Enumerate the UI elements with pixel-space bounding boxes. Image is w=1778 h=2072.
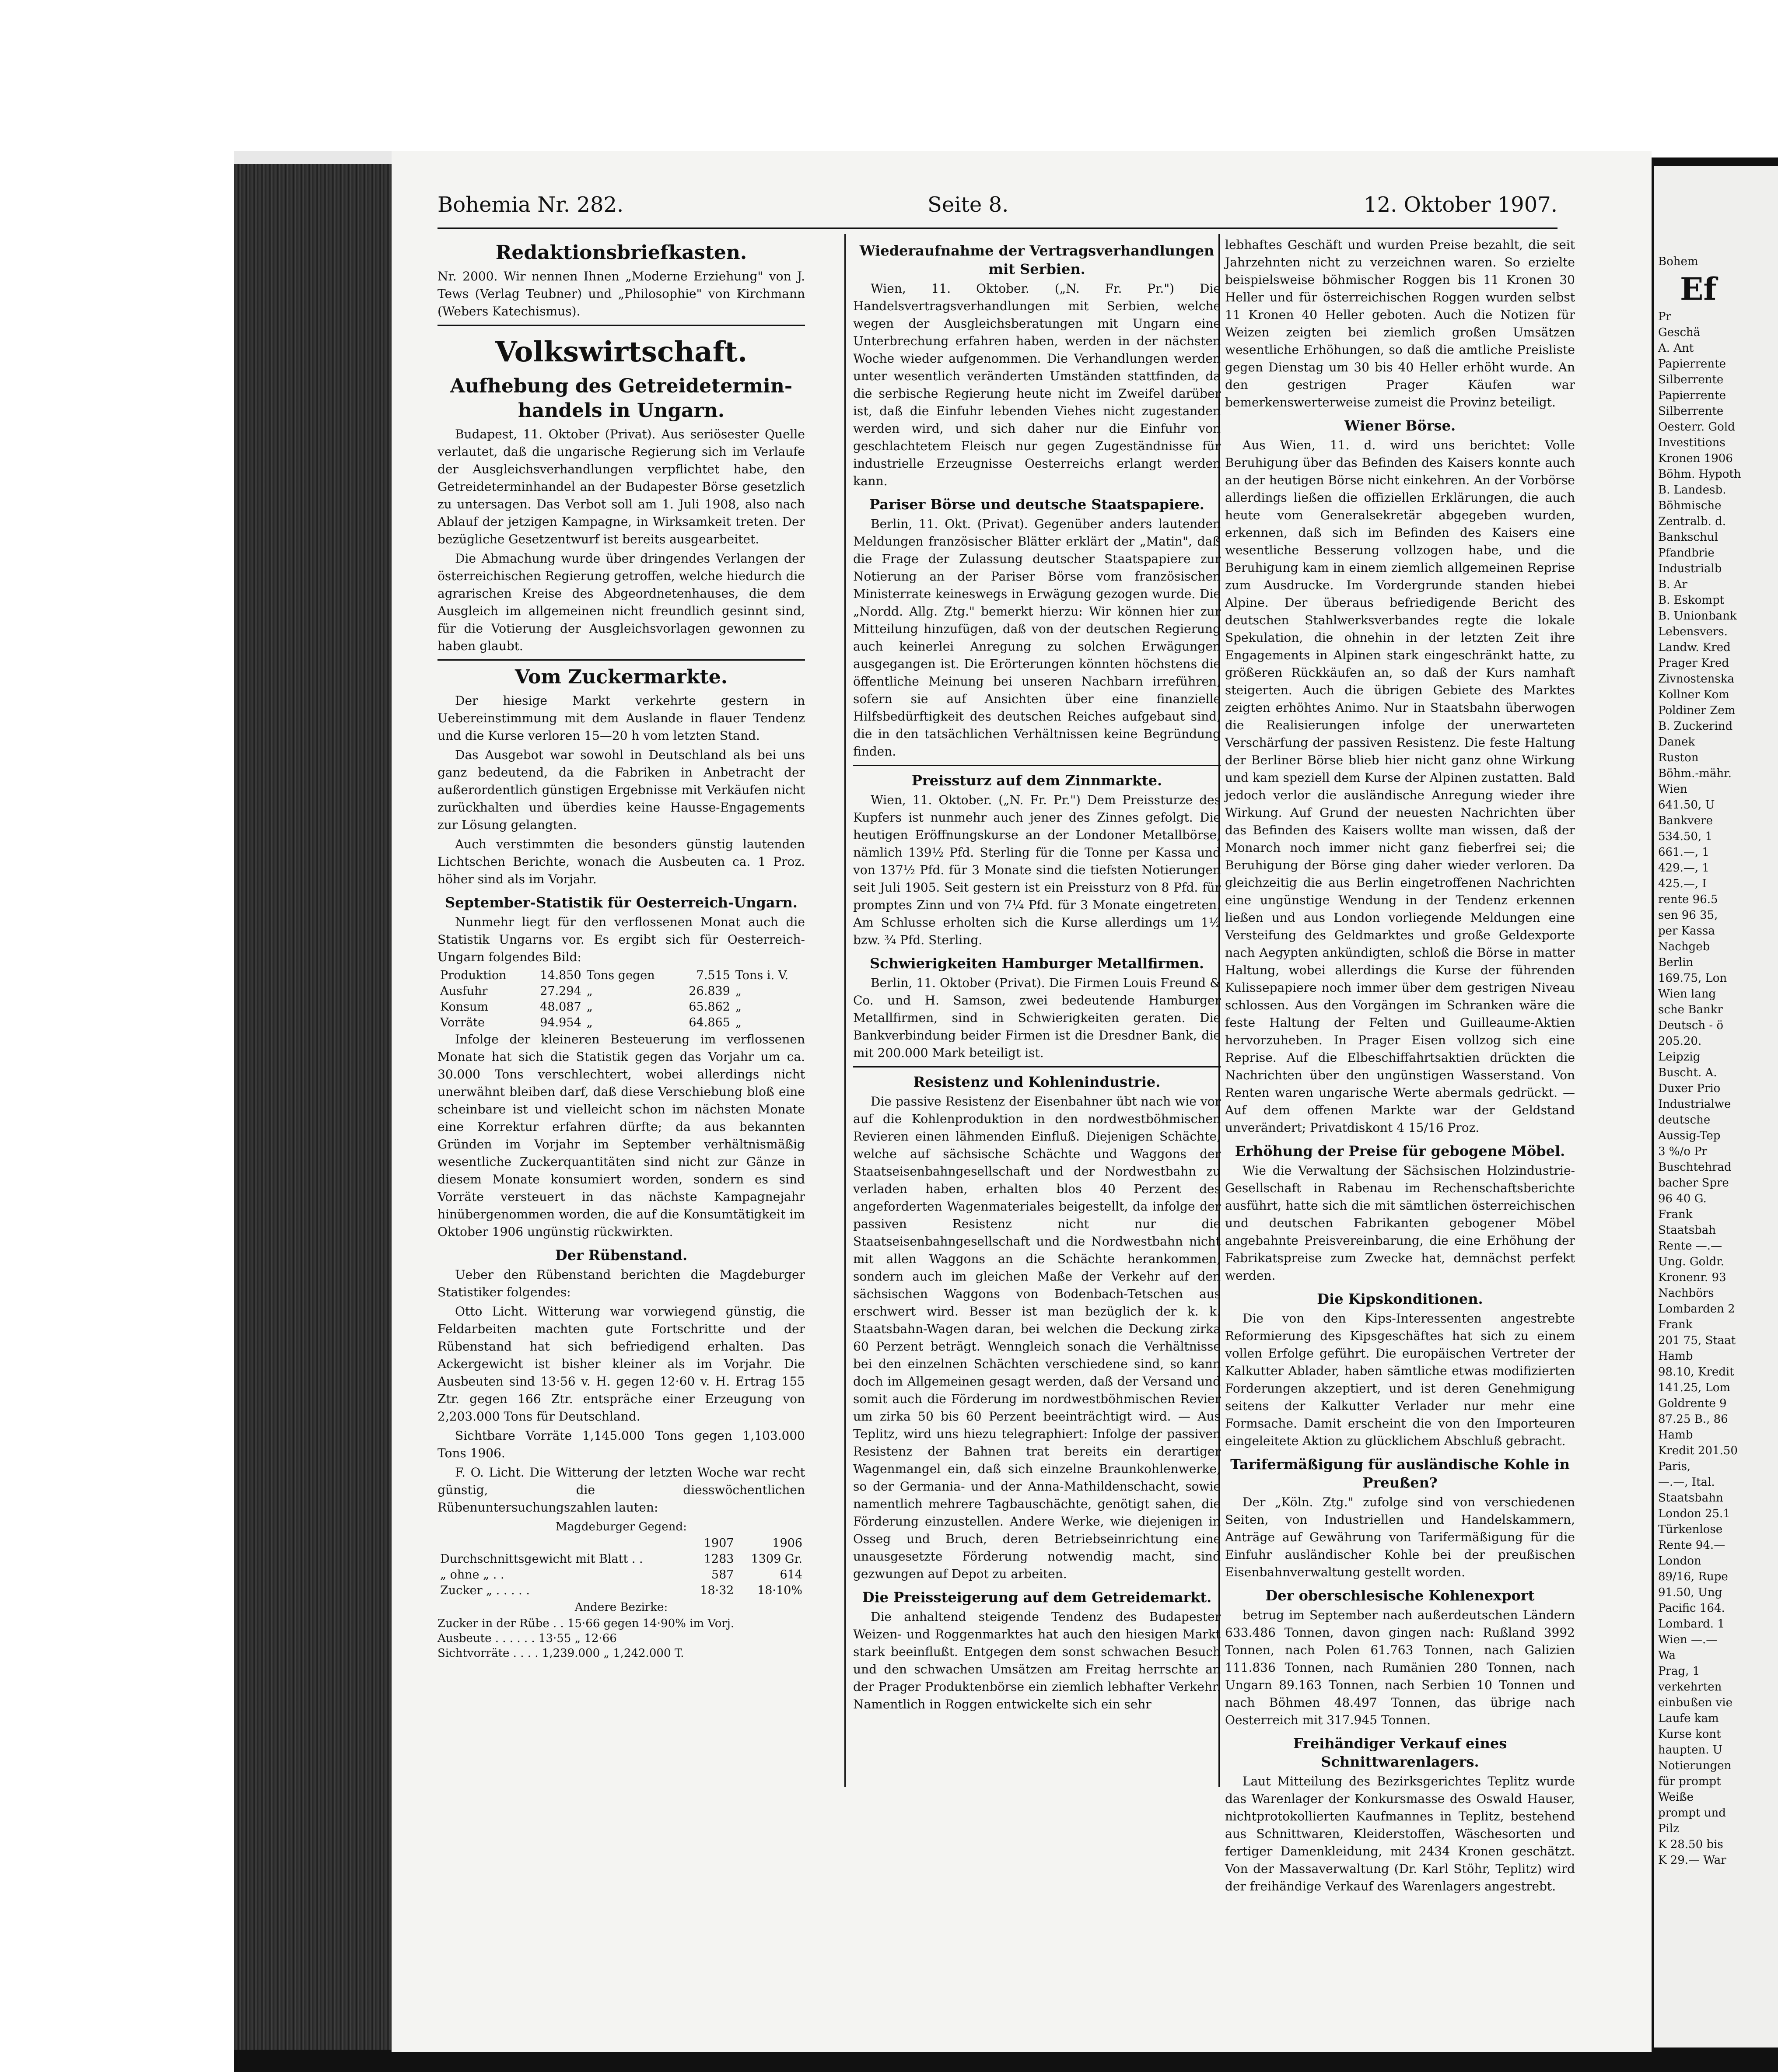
facing-page-line: B. Ar: [1658, 578, 1687, 591]
article-text: Das Ausgebot war sowohl in Deutschland als bei uns ganz bedeutend, da die Fabriken in Anbetracht der außerordentlich günstigen Ergebnisse mit Verkäufen nicht zurückhalten und überdies keine Hausse-Engagements zur Lösung gelangten.: [438, 748, 805, 832]
article-text: Infolge der kleineren Besteuerung im verflossenen Monate hat sich die Statistik gegen das Vorjahr um ca. 30.000 Tons verschlechtert, wobei allerdings nicht unerwähnt bleiben darf, daß diese Verschiebung bloß eine scheinbare ist und vielleicht schon im nächsten Monate eine Korrektur erfahren dürfte; da aus bekannten Gründen im Vorjahr im September verhältnismäßig wesentliche Zuckerquantitäten sind nicht zur Gänze in diesem Monate konsumiert worden, sondern es sind Vorräte versteuert in das nächste Kampagnejahr hinübergenommen worden, die auf die Konsumtätigkeit im Oktober 1906 ungünstig rückwirkten.: [438, 1032, 805, 1239]
facing-page-line: 661.—, 1: [1658, 846, 1709, 859]
subheading: September-Statistik für Oesterreich-Ungarn.: [445, 894, 798, 911]
table-cell: 1283: [704, 1552, 734, 1566]
facing-page-line: Leipzig: [1658, 1050, 1701, 1064]
facing-page-line: Papierrente: [1658, 389, 1726, 402]
column-3: [1225, 236, 1575, 1897]
facing-page-line: Industrialb: [1658, 562, 1722, 575]
column-rule: [844, 234, 846, 1787]
facing-page-line: Bankschul: [1658, 531, 1718, 544]
article-text: Ueber den Rübenstand berichten die Magdeburger Statistiker folgendes:: [438, 1267, 805, 1299]
article-text: Die von den Kips-Interessenten angestrebte Reformierung des Kipsgeschäftes hat sich zu einem vollen Erfolge geführt. Die europäischen Vertreter der Kalkutter Ablader, haben sämtliche etwas modifizierten Forderungen akzeptiert, und ist deren Genehmigung seitens der Kalkutter Verlader nur mehr eine Formsache. Damit erscheint die von den Importeuren eingeleitete Aktion zu glücklichem Abschluß gebracht.: [1225, 1311, 1575, 1448]
table-row: [438, 1015, 805, 1031]
facing-page-line: deutsche: [1658, 1113, 1711, 1127]
article-text: Otto Licht. Witterung war vorwiegend günstig, die Feldarbeiten machten gute Fortschritte und der Rübenstand hat sich befriedigend erhalten. Das Ackergewicht ist bisher kleiner als im Vorjahr. Die Ausbeuten sind 13·56 v. H. gegen 12·60 v. H. Ertrag 155 Ztr. gegen 166 Ztr. entspräche einer Erzeugung von 2,203.000 Tons für Deutschland.: [438, 1304, 805, 1424]
facing-page-line: Geschä: [1658, 326, 1701, 339]
table-cell: 48.087: [540, 1000, 581, 1014]
table-caption: Magdeburger Gegend:: [556, 1520, 687, 1533]
table-row: [438, 968, 805, 984]
table-cell: „: [735, 1000, 742, 1014]
facing-page-line: für prompt: [1658, 1775, 1721, 1788]
facing-page-line: Hamb: [1658, 1428, 1693, 1442]
facing-page-line: per Kassa: [1658, 924, 1715, 938]
facing-page-line: verkehrten: [1658, 1680, 1722, 1694]
facing-page-line: Aussig-Tep: [1658, 1129, 1721, 1142]
divider: [438, 659, 805, 661]
article-title: Vom Zuckermarkte.: [514, 666, 728, 688]
table-cell: 18·10%: [757, 1584, 802, 1597]
article-text: F. O. Licht. Die Witterung der letzten Woche war recht günstig, die diesswöchentlichen Rübenuntersuchungszahlen lauten:: [438, 1465, 805, 1515]
table-cell: Vorräte: [440, 1016, 485, 1029]
article-title: Pariser Börse und deutsche Staatspapiere.: [869, 496, 1204, 513]
facing-page-line: Danek: [1658, 735, 1695, 749]
facing-page-line: Staatsbah: [1658, 1224, 1716, 1237]
briefkasten-title: Redaktionsbriefkasten.: [495, 242, 747, 264]
facing-page-line: Silberrente: [1658, 373, 1724, 386]
table-row: [438, 1583, 805, 1599]
table-cell: 1309 Gr.: [751, 1552, 802, 1566]
statistics-table: [438, 968, 805, 1031]
facing-page-line: prompt und: [1658, 1806, 1726, 1820]
briefkasten-text: Nr. 2000. Wir nennen Ihnen „Moderne Erziehung" von J. Tews (Verlag Teubner) und „Philosophie" von Kirchmann (Webers Katechismus).: [438, 269, 805, 318]
article-text: Der „Köln. Ztg." zufolge sind von verschiedenen Seiten, von Industriellen und Handelskammern, Anträge auf Gewährung von Tarifermäßigung für die Einfuhr ausländischer Kohle bei der preußischen Eisenbahnverwaltung gestellt worden.: [1225, 1495, 1575, 1579]
facing-page-line: Industrialwe: [1658, 1098, 1731, 1111]
table-row: [438, 1536, 805, 1551]
table-cell: Zucker „ . . . . .: [440, 1584, 530, 1597]
article-title: Schwierigkeiten Hamburger Metallfirmen.: [870, 955, 1204, 972]
article-text: Berlin, 11. Oktober (Privat). Die Firmen Louis Freund & Co. und H. Samson, zwei bedeutende Hamburger Metallfirmen, sind in Schwierigkeiten geraten. Die Bankverbindung beider Firmen ist die Dresdner Bank, die mit 200.000 Mark beteiligt ist.: [853, 976, 1221, 1060]
facing-page-line: Oesterr. Gold: [1658, 420, 1735, 434]
facing-page-line: Ruston: [1658, 751, 1699, 764]
facing-page-line: 141.25, Lom: [1658, 1381, 1731, 1394]
article-text: Wie die Verwaltung der Sächsischen Holzindustrie-Gesellschaft in Rabenau im Rechenschaftsberichte ausführt, hatte sich die mit sämtlichen österreichischen und deutschen Fabrikanten gebogener Möbel angebahnte Preisvereinbarung, die eine Erhöhung der Fabrikatspreise zum Zwecke hat, demnächst perfekt werden.: [1225, 1163, 1575, 1283]
facing-page-line: Prag, 1: [1658, 1665, 1700, 1678]
facing-page-line: 425.—, I: [1658, 877, 1707, 890]
facing-page-line: haupten. U: [1658, 1743, 1722, 1757]
facing-page-line: Buschtehrad: [1658, 1161, 1732, 1174]
facing-page-line: Investitions: [1658, 436, 1726, 449]
facing-page-line: Deutsch - ö: [1658, 1019, 1724, 1032]
article-title: Wiener Börse.: [1344, 417, 1456, 434]
table-cell: „: [735, 984, 742, 998]
table-cell: „: [586, 1016, 593, 1029]
book-page-edges: [234, 151, 392, 2050]
table-cell: 614: [780, 1568, 802, 1582]
article-text: Wien, 11. Oktober. („N. Fr. Pr.") Dem Preissturze des Kupfers ist nunmehr auch jener des Zinnes gefolgt. Die heutigen Eröffnungskurse an der Londoner Metallbörse, nämlich 139½ Pfd. Sterling für die Tonne per Kassa und von 137½ Pfd. für 3 Monate sind die tiefsten Notierungen seit Juli 1905. Seit gestern ist ein Preissturz von 8 Pfd. für promptes Zinn und von 7¼ Pfd. für 3 Monate eingetreten. Am Schlusse erholten sich die Kurse allerdings um 1½ bzw. ¾ Pfd. Sterling.: [853, 793, 1221, 947]
facing-page-line: Ef: [1680, 271, 1717, 307]
facing-page-line: Weiße: [1658, 1791, 1694, 1804]
facing-page-line: Böhm.-mähr.: [1658, 767, 1732, 780]
facing-page-line: Ung. Goldr.: [1658, 1255, 1725, 1268]
facing-page-line: Lebensvers.: [1658, 625, 1728, 638]
table-cell: 14.850: [540, 969, 581, 982]
facing-page-line: Wien lang: [1658, 987, 1716, 1001]
issue-date: 12. Oktober 1907.: [1364, 192, 1558, 217]
article-text: Die anhaltend steigende Tendenz des Budapester Weizen- und Roggenmarktes hat auch den hiesigen Markt stark beeinflußt. Entgegen dem sonst schwachen Besuch und den schwachen Umsätzen am Freitag herrschte an der Prager Produktenbörse ein ziemlich lebhafter Verkehr. Namentlich in Roggen entwickelte sich ein sehr: [853, 1610, 1221, 1712]
facing-page-line: Nachbörs: [1658, 1287, 1714, 1300]
section-title: Volkswirtschaft.: [495, 336, 748, 368]
table-caption: Andere Bezirke:: [574, 1601, 668, 1614]
article-title: Erhöhung der Preise für gebogene Möbel.: [1235, 1143, 1565, 1159]
scan-margin: [0, 0, 234, 2072]
table-cell: „ ohne „ . .: [440, 1568, 504, 1582]
facing-page-line: Frank: [1658, 1208, 1693, 1221]
table-cell: „: [735, 1016, 742, 1029]
table-row: Ausbeute . . . . . . 13·55 „ 12·66: [438, 1632, 617, 1645]
column-1: [438, 236, 805, 1661]
facing-page-line: —.—, Ital.: [1658, 1476, 1715, 1489]
header-rule: [438, 228, 1558, 229]
facing-page-line: 3 %/o Pr: [1658, 1145, 1708, 1158]
table-row: Zucker in der Rübe . . 15·66 gegen 14·90% im Vorj.: [438, 1617, 735, 1630]
facing-page-line: Frank: [1658, 1318, 1693, 1331]
table-cell: Konsum: [440, 1000, 488, 1014]
article-title: Der oberschlesische Kohlenexport: [1265, 1587, 1535, 1604]
facing-page-line: 169.75, Lon: [1658, 972, 1727, 985]
article-text: Wien, 11. Oktober. („N. Fr. Pr.") Die Handelsvertragsverhandlungen mit Serbien, welche wegen der Ausgleichsberatungen mit Ungarn eine Unterbrechung erfahren haben, werden in der nächsten Woche wieder aufgenommen. Die Verhandlungen werden unter wesentlich veränderten Umständen stattfinden, da die serbische Regierung heute nicht im Zweifel darüber ist, daß die Einfuhr lebenden Viehes nicht zugestanden werden wird, und sich daher nur die Einfuhr von geschlachtetem Fleisch nur gegen Zugeständnisse für industrielle Erzeugnisse Oesterreichs erlangt werden kann.: [853, 281, 1221, 488]
facing-page-line: Pilz: [1658, 1822, 1679, 1835]
article-title: Wiederaufnahme der Vertragsverhandlungen mit Serbien.: [859, 242, 1214, 277]
facing-page-line: 201 75, Staat: [1658, 1334, 1736, 1347]
facing-page-line: 89/16, Rupe: [1658, 1570, 1728, 1583]
facing-page-line: Silberrente: [1658, 405, 1724, 418]
facing-page-line: Duxer Prio: [1658, 1082, 1721, 1095]
article-text: Budapest, 11. Oktober (Privat). Aus seriösester Quelle verlautet, daß die ungarische Regierung sich im Verlaufe der Ausgleichsverhandlungen verpflichtet habe, den Getreideterminhandel an der Budapester Börse gesetzlich zu untersagen. Das Verbot soll am 1. Juli 1908, also nach Ablauf der jetzigen Kampagne, in Wirksamkeit treten. Der bezügliche Gesetzentwurf ist bereits ausgearbeitet.: [438, 427, 805, 546]
facing-page-line: Prager Kred: [1658, 657, 1729, 670]
facing-page-line: Zivnostenska: [1658, 672, 1734, 686]
paper-issue: Bohemia Nr. 282.: [438, 192, 624, 217]
divider: [853, 1066, 1221, 1068]
facing-page-line: Böhmische: [1658, 499, 1722, 512]
facing-page-line: 96 40 G.: [1658, 1192, 1707, 1205]
table-cell: 7.515: [696, 969, 730, 982]
other-districts: [438, 1616, 805, 1661]
facing-page-text: [1654, 166, 1778, 1868]
facing-page-line: Hamb: [1658, 1350, 1693, 1363]
table-cell: Tons i. V.: [735, 969, 789, 982]
facing-page-line: 534.50, 1: [1658, 830, 1713, 843]
facing-page-line: Bohem: [1658, 255, 1698, 268]
table-cell: „: [586, 1000, 593, 1014]
facing-page-line: Poldiner Zem: [1658, 704, 1736, 717]
article-title: Die Kipskonditionen.: [1317, 1291, 1483, 1307]
facing-page-line: Kronen 1906: [1658, 452, 1733, 465]
table-cell: 587: [711, 1568, 734, 1582]
article-title: Aufhebung des Getreidetermin-handels in Ungarn.: [450, 375, 793, 422]
facing-page-line: B. Landesb.: [1658, 483, 1726, 497]
facing-page-line: 429.—, 1: [1658, 861, 1709, 875]
facing-page-line: K 29.— War: [1658, 1854, 1726, 1867]
facing-page-line: Papierrente: [1658, 357, 1726, 371]
facing-page-line: Buscht. A.: [1658, 1066, 1717, 1079]
table-row: [438, 1567, 805, 1583]
table-cell: 27.294: [540, 984, 581, 998]
facing-page-line: Bankvere: [1658, 814, 1713, 827]
facing-page-line: K 28.50 bis: [1658, 1838, 1723, 1851]
divider: [438, 325, 805, 326]
table-row: Sichtvorräte . . . . 1,239.000 „ 1,242.000 T.: [438, 1647, 684, 1660]
book-edge-top: [234, 151, 392, 164]
table-row: [438, 1551, 805, 1567]
year-label: 1907: [704, 1536, 734, 1550]
facing-page-line: Landw. Kred: [1658, 641, 1731, 654]
facing-page-line: Nachgeb: [1658, 940, 1710, 953]
article-text: Aus Wien, 11. d. wird uns berichtet: Volle Beruhigung über das Befinden des Kaisers konnte auch an der heutigen Börse nicht einkehren. An der Vorbörse allerdings ließen die offiziellen Erklärungen, die auch heute vom Generalsekretär abgegeben wurden, erkennen, daß sich im Befinden des Kaisers eine wesentliche Besserung vollzogen habe, und die Beruhigung kam in einem ziemlich allgemeinen Reprise zum Ausdrucke. Im Vordergrunde standen hiebei Alpine. Der überaus befriedigende Bericht des deutschen Stahlwerksverbandes regte die lokale Spekulation, die ohnehin in der letzten Zeit ihre Engagements in Alpinen stark eingeschränkt hatte, zu größeren Rückkäufen an, so daß der Kurs namhaft steigerten. Auch die übrigen Gebiete des Marktes zeigten erhöhtes Animo. Nur in Staatsbahn überwogen die Realisierungen infolge der unerwarteten Verschärfung der passiven Resistenz. Die feste Haltung der Berliner Börse blieb hier nicht ganz ohne Wirkung und kam speziell dem Kurse der Alpinen zustatten. Bald jedoch verlor die ausländische Anregung wieder ihre Wirkung. Auf Grund der neuesten Nachrichten über das Befinden des Kaisers wollte man wissen, daß der Monarch noch immer nicht ganz fieberfrei sei; die Beruhigung der Börse ging daher wieder verloren. Da gleichzeitig die aus Berlin eingetroffenen Nachrichten eine ungünstige Wendung in der Tendenz erkennen ließen und aus London vorliegende Meldungen eine Versteifung des Geldmarktes und große Geldexporte nach Aegypten ankündigten, schloß die Börse in matter Haltung, wobei allerdings die Kurse der führenden Kulissepapiere noch immer über dem gestrigen Niveau schlossen. Aus den Vorgängen im Schranken wäre die feste Haltung der Felten und Guilleaume-Aktien hervorzuheben. In Prager Eisen vollzog sich eine Reprise. Auf die Elbeschiffahrtsaktien drückten die Nachrichten über den ungünstigen Wasserstand. Von Renten waren ungarische Werte abermals gedrückt. — Auf dem offenen Markte war der Geldstand unverändert; Privatdiskont 4 15/16 Proz.: [1225, 438, 1575, 1135]
article-text: Nunmehr liegt für den verflossenen Monat auch die Statistik Ungarns vor. Es ergibt sich für Oesterreich-Ungarn folgendes Bild:: [438, 915, 805, 964]
article-text: Laut Mitteilung des Bezirksgerichtes Teplitz wurde das Warenlager der Konkursmasse des Oswald Hauser, nichtprotokollierten Kaufmannes in Teplitz, bestehend aus Schnittwaren, Kleiderstoffen, Wäschesorten und fertiger Damenkleidung, mit 2434 Kronen geschätzt. Von der Massaverwaltung (Dr. Karl Stöhr, Teplitz) wird der freihändige Verkauf des Warenlagers angestrebt.: [1225, 1774, 1575, 1894]
facing-page-line: 641.50, U: [1658, 798, 1715, 812]
facing-page-line: Notierungen: [1658, 1759, 1732, 1772]
facing-page-line: B. Zuckerind: [1658, 720, 1733, 733]
table-cell: Produktion: [440, 969, 507, 982]
table-cell: 64.865: [689, 1016, 730, 1029]
facing-page-line: Pfandbrie: [1658, 546, 1715, 560]
column-2: [853, 236, 1221, 1715]
article-text: lebhaftes Geschäft und wurden Preise bezahlt, die seit Jahrzehnten nicht zu verzeichnen waren. So erzielte beispielsweise böhmischer Roggen bis 11 Kronen 30 Heller und für österreichischen Roggen wurden selbst 11 Kronen 40 Heller geboten. Auch die Notizen für Weizen zeigten bei ziemlich großen Umsätzen wesentliche Erhöhungen, so daß die amtliche Preisliste gegen Dienstag um 30 bis 40 Heller erhöht wurde. An den gestrigen Prager Käufen war bemerkenswerterweise zumeist die Provinz beteiligt.: [1225, 238, 1575, 410]
facing-page-line: rente 96.5: [1658, 893, 1718, 906]
facing-page-line: Rente —.—: [1658, 1239, 1722, 1253]
facing-page-line: B. Eskompt: [1658, 594, 1725, 607]
facing-page-line: Zentralb. d.: [1658, 515, 1726, 528]
facing-page-line: 87.25 B., 86: [1658, 1413, 1728, 1426]
table-cell: Tons gegen: [586, 969, 655, 982]
table-row: [438, 984, 805, 999]
facing-page-line: Kurse kont: [1658, 1728, 1721, 1741]
table-cell: 65.862: [689, 1000, 730, 1014]
article-title: Preissturz auf dem Zinnmarkte.: [911, 772, 1162, 789]
article-title: Freihändiger Verkauf eines Schnittwarenlagers.: [1293, 1735, 1507, 1770]
facing-page-line: Kredit 201.50: [1658, 1444, 1738, 1457]
facing-page-line: bacher Spre: [1658, 1176, 1729, 1190]
facing-page-line: Wien: [1658, 783, 1687, 796]
ruben-table: [438, 1536, 805, 1599]
article-text: Sichtbare Vorräte 1,145.000 Tons gegen 1,103.000 Tons 1906.: [438, 1428, 805, 1460]
facing-page-line: Laufe kam: [1658, 1712, 1719, 1725]
article-title: Resistenz und Kohlenindustrie.: [913, 1074, 1161, 1090]
facing-page-line: 98.10, Kredit: [1658, 1365, 1734, 1379]
article-text: betrug im September nach außerdeutschen Ländern 633.486 Tonnen, davon gingen nach: Rußland 3992 Tonnen, nach Polen 61.763 Tonnen, nach Galizien 111.836 Tonnen, nach Rumänien 280 Tonnen, nach Ungarn 89.163 Tonnen, nach Serbien 10 Tonnen und nach Böhmen 48.497 Tonnen, das übrige nach Oesterreich mit 317.945 Tonnen.: [1225, 1608, 1575, 1727]
facing-page-line: B. Unionbank: [1658, 609, 1737, 623]
table-cell: „: [586, 984, 593, 998]
article-text: Der hiesige Markt verkehrte gestern in Uebereinstimmung mit dem Auslande in flauer Tendenz und die Kurse verloren 15—20 h vom letzten Stand.: [438, 693, 805, 743]
scan-top-margin: [234, 0, 1778, 158]
facing-page-line: Kronenr. 93: [1658, 1271, 1726, 1284]
table-cell: 18·32: [700, 1584, 734, 1597]
facing-page-line: sche Bankr: [1658, 1003, 1723, 1016]
table-cell: 26.839: [689, 984, 730, 998]
facing-page-line: London: [1658, 1554, 1701, 1568]
article-text: Berlin, 11. Okt. (Privat). Gegenüber anders lautenden Meldungen französischer Blätter erklärt der „Matin", daß die Frage der Zulassung deutscher Staatspapiere zur Notierung an der Pariser Börse vom französischen Ministerrate keineswegs in Erwägung gezogen wurde. Die „Nordd. Allg. Ztg." bemerkt hierzu: Wir können hier zur Mitteilung hinzufügen, daß von der deutschen Regierung auch keinerlei Anregung zu solchen Erwägungen ausgegangen ist. Die Erörterungen könnten höchstens die öffentliche Meinung bei unseren Nachbarn irreführen, sofern sie auf Ansichten über eine finanzielle Hilfsbedürftigkeit des deutschen Reiches aufgebaut sind, die in den tatsächlichen Verhältnissen keine Begründung finden.: [853, 517, 1221, 759]
facing-page-line: sen 96 35,: [1658, 909, 1718, 922]
divider: [853, 765, 1221, 766]
facing-page-line: Wien —.—: [1658, 1633, 1718, 1646]
table-row: [438, 999, 805, 1015]
facing-page: [1654, 166, 1778, 2048]
page-header: [438, 192, 1558, 223]
facing-page-line: Kollner Kom: [1658, 688, 1729, 701]
article-title: Die Preissteigerung auf dem Getreidemarkt.: [862, 1589, 1212, 1606]
facing-page-line: Türkenlose: [1658, 1523, 1723, 1536]
scan-bottom: [234, 2052, 1778, 2072]
article-text: Die Abmachung wurde über dringendes Verlangen der österreichischen Regierung getroffen, welche hiedurch die agrarischen Kreise des Abgeordnetenhauses, die dem Ausgleich im allgemeinen nicht freundlich gesinnt sind, für die Votierung der Ausgleichsvorlagen gewonnen zu haben glaubt.: [438, 551, 805, 653]
facing-page-line: 205.20.: [1658, 1035, 1702, 1048]
facing-page-line: Berlin: [1658, 956, 1694, 969]
facing-page-line: einbußen vie: [1658, 1696, 1732, 1709]
page-number: Seite 8.: [928, 192, 1009, 217]
facing-page-line: Staatsbahn: [1658, 1491, 1723, 1505]
facing-page-line: Goldrente 9: [1658, 1397, 1727, 1410]
table-cell: Ausfuhr: [440, 984, 488, 998]
table-cell: 94.954: [540, 1016, 581, 1029]
facing-page-line: Lombarden 2: [1658, 1302, 1735, 1316]
facing-page-line: Paris,: [1658, 1460, 1691, 1473]
article-text: Auch verstimmten die besonders günstig lautenden Lichtschen Berichte, wonach die Ausbeuten ca. 1 Proz. höher sind als im Vorjahr.: [438, 837, 805, 886]
subheading: Der Rübenstand.: [555, 1247, 688, 1264]
facing-page-line: Pr: [1658, 310, 1671, 323]
facing-page-line: London 25.1: [1658, 1507, 1730, 1520]
facing-page-line: Rente 94.—: [1658, 1539, 1726, 1552]
table-cell: Durchschnittsgewicht mit Blatt . .: [440, 1552, 643, 1566]
article-text: Die passive Resistenz der Eisenbahner übt nach wie vor auf die Kohlenproduktion in den nordwestböhmischen Revieren einen lähmenden Einfluß. Diejenigen Schächte, welche auf sächsische Schächte und Waggons der Staatseisenbahngesellschaft und der Nordwestbahn zu verladen haben, erhalten blos 40 Perzent des angeforderten Wagenmateriales beigestellt, da infolge der passiven Resistenz nicht nur die Staatseisenbahngesellschaft und die Nordwestbahn nicht mit allen Waggons an die Schächte herankommen, sondern auch im gleichen Maße der Verkehr auf den sächsischen Waggons von Bodenbach-Tetschen aus erschwert wird. Besser ist man bezüglich der k. k. Staatsbahn-Wagen daran, bei welchen die Deckung zirka 60 Perzent beträgt. Wenngleich sonach die Verhältnisse bei den einzelnen Schächten verschiedene sind, so kann doch im Allgemeinen gesagt werden, daß der Versand und somit auch die Förderung im nordwestböhmischen Revier um zirka 50 bis 60 Perzent beeinträchtigt wird. — Aus Teplitz, wird uns hiezu telegraphiert: Infolge der passiven Resistenz der Bahnen trat bereits ein derartiger Wagenmangel ein, daß sich einzelne Braunkohlenwerke, so der Germania- und der Anna-Mathildenschacht, sowie namentlich mehrere Tagbauschächte, genötigt sahen, die Förderung einzustellen. Andere Werke, wie diejenigen in Osseg und Bruch, deren Betriebseinrichtung eine unausgesetzte Förderung notwendig macht, sind gezwungen auf Depot zu arbeiten.: [853, 1094, 1221, 1581]
article-title: Tarifermäßigung für ausländische Kohle in Preußen?: [1230, 1456, 1570, 1491]
facing-page-line: 91.50, Ung: [1658, 1586, 1722, 1599]
facing-page-line: Lombard. 1: [1658, 1617, 1725, 1631]
facing-page-line: Pacific 164.: [1658, 1602, 1725, 1615]
facing-page-line: Böhm. Hypoth: [1658, 468, 1741, 481]
facing-page-line: A. Ant: [1658, 342, 1694, 355]
facing-page-line: Wa: [1658, 1649, 1676, 1662]
year-label: 1906: [772, 1536, 802, 1550]
